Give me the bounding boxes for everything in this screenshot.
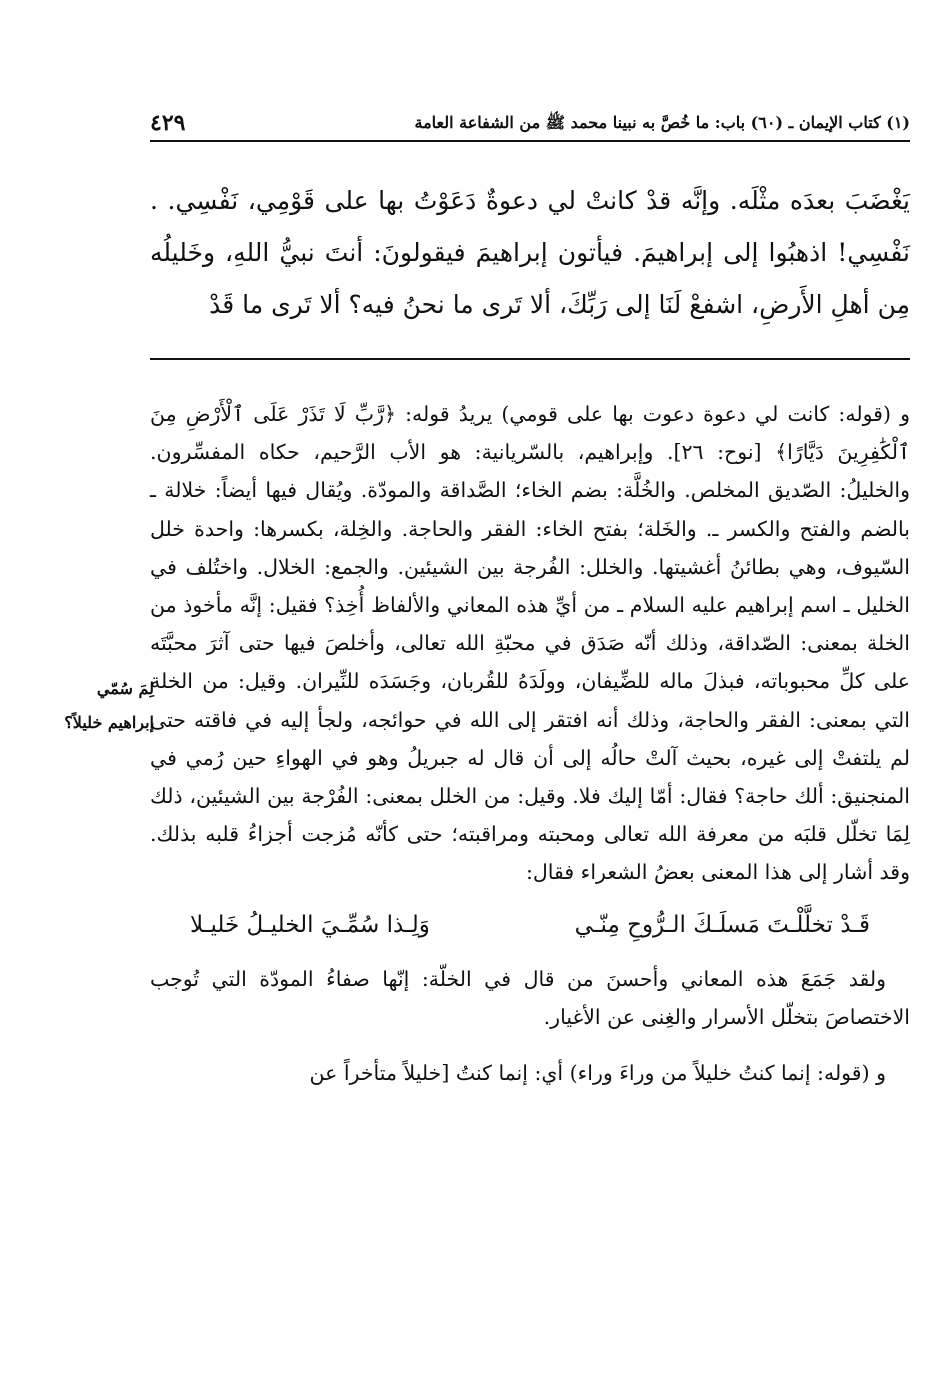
header-title: (١) كتاب الإيمان ـ (٦٠) باب: ما خُصَّ به نبينا محمد ﷺ من الشفاعة العامة	[414, 113, 910, 132]
margin-note	[4, 672, 154, 740]
running-header	[150, 112, 910, 142]
page-number: ٤٢٩	[150, 110, 186, 136]
commentary-paragraph-3: و (قوله: إنما كنتُ خليلاً من وراءَ وراء) أي: إنما كنتُ [خليلاً متأخراً عن	[309, 1061, 886, 1086]
footnote-separator	[150, 358, 910, 360]
hadith-text	[150, 175, 910, 331]
poetry-verse	[150, 892, 910, 960]
margin-note-line-1: لِمَ سُمّي	[96, 679, 154, 698]
hadith-paragraph: يَغْضَبَ بعدَه مثْلَه. وإنَّه قدْ كانتْ لي دعوةٌ دَعَوْتُ بها على قَوْمِي، نَفْسِي. . نَفْسِي! اذهبُوا إلى إبراهيمَ. فيأتون إبراهيمَ فيقولونَ: أنتَ نبيُّ اللهِ، وخَليلُه مِن أهلِ الأَرضِ، اشفعْ لَنَا إلى رَبِّكَ، ألا تَرى ما نحنُ فيه؟ ألا تَرى ما قَدْ	[150, 186, 910, 319]
commentary-paragraph-1: و (قوله: كانت لي دعوة دعوت بها على قومي) يريدُ قوله: ﴿رَّبِّ لَا تَذَرْ عَلَى ٱلْأَرْضِ مِنَ ٱلْكَٰفِرِينَ دَيَّارًا﴾ [نوح: ٢٦]. وإبراهيم، بالسّريانية: هو الأب الرَّحيم، حكاه المفسِّرون. والخليلُ: الصّديق المخلص. والخُلَّة: بضم الخاء؛ الصَّداقة والمودّة. ويُقال فيها أيضاً: خلالة ـ بالضم والفتح والكسر ـ. والخَلة؛ بفتح الخاء: الفقر والحاجة. والخِلة، بكسرها: واحدة خلل السّيوف، وهي بطائنُ أغشيتها. والخلل: الفُرجة بين الشيئين. والجمع: الخلال. واختُلف في الخليل ـ اسم إبراهيم عليه السلام ـ من أيِّ هذه المعاني والألفاظ أُخِذ؟ فقيل: إنَّه مأخوذ من الخلة بمعنى: الصّداقة، وذلك أنّه صَدَق في محبّةِ الله تعالى، وأخلصَ فيها حتى آثرَ محبَّتَه على كلِّ محبوباته، فبذلَ ماله للضِّيفان، وولَدَهُ للقُربان، وجَسَدَه للنِّيران. وقيل: من الخلة التي بمعنى: الفقر والحاجة، وذلك أنه افتقر إلى الله في حوائجه، ولجأ إليه في فاقته حتى لم يلتفتْ إلى غيره، بحيث آلتْ حالُه إلى أن قال له جبريلُ وهو في الهواءِ حين رُمي في المنجنيق: ألك حاجة؟ فقال: أمّا إليك فلا. وقيل: من الخلل بمعنى: الفُرْجة بين الشيئين، ذلك لِمَا تخلّل قلبَه من معرفة الله تعالى ومحبته ومراقبته؛ حتى كأنّه مُزجت أجزاءُ قلبه بذلك. وقد أشار إلى هذا المعنى بعضُ الشعراء فقال:	[150, 402, 911, 885]
commentary-section	[150, 395, 910, 1092]
commentary-paragraph-2: ولقد جَمَعَ هذه المعاني وأحسنَ من قال في الخلّة: إنّها صفاءُ المودّة التي تُوجب الاختصاصَ بتخلّل الأسرار والغِنى عن الأغيار.	[150, 966, 910, 1029]
margin-note-line-2: إبراهيم خليلاً؟	[64, 713, 154, 732]
verse-first-hemistich: قَـدْ تخلَّلْـتَ مَسلَـكَ الـرُّوحِ مِنّـي	[574, 911, 870, 938]
verse-second-hemistich: وَلِـذا سُمِّـيَ الخليـلُ خَليـلا	[190, 911, 430, 938]
